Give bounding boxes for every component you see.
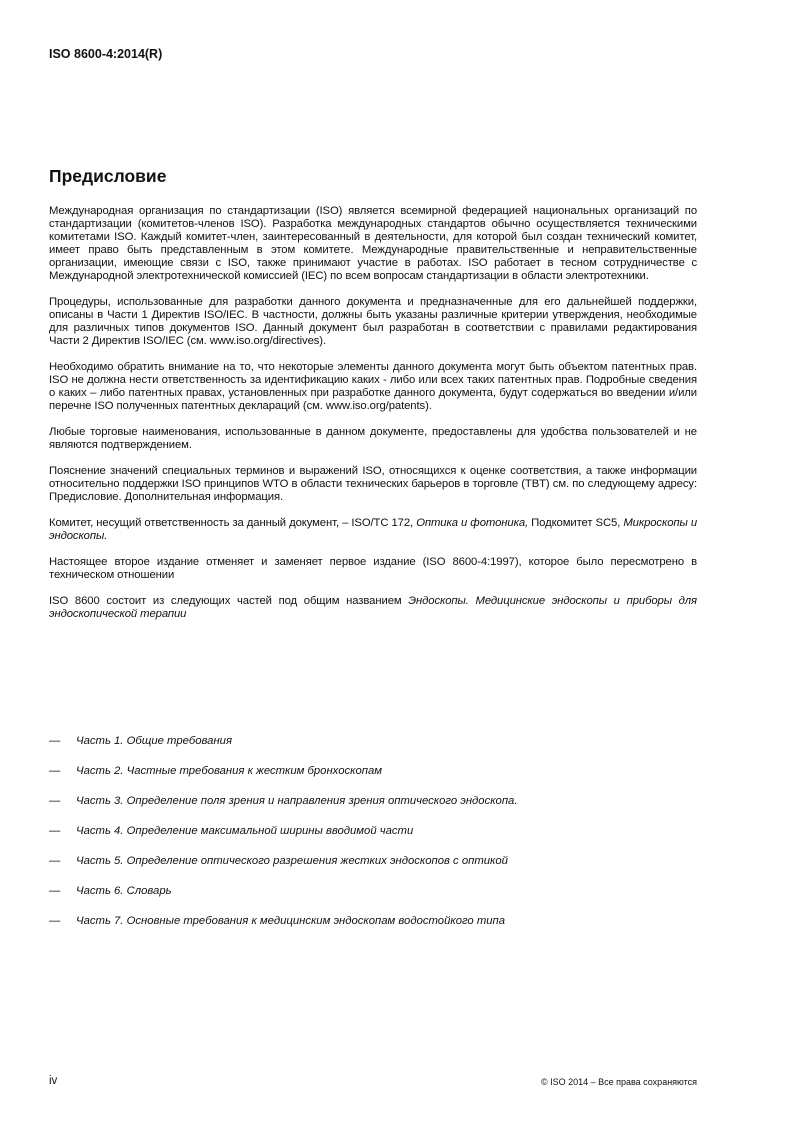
parts-intro: [49, 595, 697, 621]
dash: —: [49, 825, 61, 837]
foreword-body: [49, 205, 697, 634]
part-title: Часть 5. Определение оптического разрешения жестких эндоскопов с оптикой: [76, 855, 508, 867]
paragraph: Международная организация по стандартизации (ISO) является всемирной федерацией национальных организаций по стандартизации (комитетов-членов ISO). Разработка международных стандартов обычно осуществляется техническими комитетами ISO. Каждый комитет-член, заинтересованный в деятельности, для которой был создан технический комитет, имеет право быть представленным в этом комитете. Международные правительственные и неправительственные организации, имеющие связи с ISO, также принимают участие в работах. ISO работает в тесном сотрудничестве с Международной электротехнической комиссией (IEC) по всем вопросам стандартизации в области электротехники.: [49, 205, 697, 282]
list-item: [49, 915, 697, 945]
copyright: © ISO 2014 – Все права сохраняются: [540, 1077, 697, 1087]
page-title: Предисловие: [49, 166, 167, 186]
parts-list: [49, 735, 697, 945]
list-item: [49, 735, 697, 765]
text: Комитет, несущий ответственность за данный документ, – ISO/TC 172,: [49, 517, 417, 529]
list-item: [49, 825, 697, 855]
tc-name: Оптика и фотоника,: [416, 517, 529, 529]
part-title: Часть 4. Определение максимальной ширины вводимой части: [76, 825, 414, 837]
committee-paragraph: [49, 517, 697, 543]
edition-paragraph: Настоящее второе издание отменяет и заменяет первое издание (ISO 8600-4:1997), которое было пересмотрено в техническом отношении: [49, 556, 697, 581]
list-item: [49, 885, 697, 915]
paragraph: Необходимо обратить внимание на то, что некоторые элементы данного документа могут быть объектом патентных прав. ISO не должна нести ответственность за идентификацию каких - либо или всех таких патентных прав. Подробные сведения о каких – либо патентных правах, установленных при разработке данного документа, будут содержаться во введении и/или перечне ISO полученных патентных деклараций (см. www.iso.org/patents).: [49, 361, 697, 412]
dash: —: [49, 855, 61, 867]
paragraph: Пояснение значений специальных терминов и выражений ISO, относящихся к оценке соответствия, а также информации относительно поддержки ISO принципов WTO в области технических барьеров в торговле (TBT) см. по следующему адресу: Предисловие. Дополнительная информация.: [49, 465, 697, 503]
dash: —: [49, 735, 61, 747]
text: ISO 8600 состоит из следующих частей под общим названием: [49, 595, 409, 607]
part-title: Часть 7. Основные требования к медицинским эндоскопам водостойкого типа: [76, 915, 506, 927]
dash: —: [49, 915, 61, 927]
part-title: Часть 6. Словарь: [76, 885, 172, 897]
document-id-header: ISO 8600-4:2014(R): [49, 47, 163, 61]
list-item: [49, 855, 697, 885]
part-title: Часть 1. Общие требования: [76, 735, 232, 747]
list-item: [49, 765, 697, 795]
dash: —: [49, 885, 61, 897]
paragraph: Любые торговые наименования, использованные в данном документе, предоставлены для удобства пользователей и не являются подтверждением.: [49, 426, 697, 451]
text: Подкомитет SC5,: [528, 517, 624, 529]
dash: —: [49, 765, 61, 777]
series-title: Эндоскопы. Медицинские эндоскопы и приборы для эндоскопической терапии: [49, 595, 697, 620]
paragraph: Процедуры, использованные для разработки данного документа и предназначенные для его дальнейшей поддержки, описаны в Части 1 Директив ISO/IEC. В частности, должны быть указаны различные критерии утверждения, необходимые для различных типов документов ISO. Данный документ был разработан в соответствии с правилами редактирования Части 2 Директив ISO/IEC (см. www.iso.org/directives).: [49, 296, 697, 347]
sc-name: Микроскопы и эндоскопы.: [49, 517, 698, 542]
page-number: iv: [49, 1075, 58, 1087]
part-title: Часть 2. Частные требования к жестким бронхоскопам: [76, 765, 382, 777]
dash: —: [49, 795, 61, 807]
part-title: Часть 3. Определение поля зрения и направления зрения оптического эндоскопа.: [76, 795, 518, 807]
list-item: [49, 795, 697, 825]
